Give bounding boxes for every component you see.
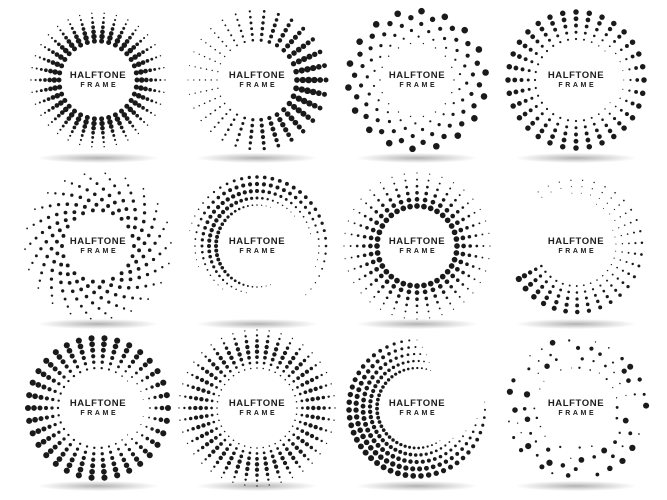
frame-label-frame: FRAME (558, 248, 597, 255)
halftone-frame-classic-rings (13, 0, 183, 165)
frame-shadow (516, 481, 636, 491)
spokes-dot-pattern (332, 161, 502, 331)
frame-label-frame: FRAME (558, 82, 597, 89)
halftone-frame-c-swirl-open-right (332, 323, 502, 493)
halftone-frame-outer-heavy-strong-fade (13, 323, 183, 493)
frame-shadow (357, 481, 477, 491)
rings-dot-pattern (172, 161, 342, 331)
frame-label-frame: FRAME (239, 248, 278, 255)
halftone-frame-sunburst-inner-heavy (332, 161, 502, 331)
frame-label-frame: FRAME (399, 248, 438, 255)
spokes-dot-pattern (332, 0, 502, 165)
frame-shadow (197, 481, 317, 491)
frame-shadow (38, 481, 158, 491)
random-dot-pattern (491, 323, 661, 493)
rings-dot-pattern (13, 0, 183, 165)
rings-dot-pattern (491, 0, 661, 165)
halftone-frame-vortex-rings (172, 161, 342, 331)
frame-label-halftone: HALFTONE (69, 69, 127, 81)
frame-label-halftone: HALFTONE (228, 235, 286, 247)
frame-label-halftone: HALFTONE (547, 397, 605, 409)
frame-label-halftone: HALFTONE (388, 235, 446, 247)
halftone-frame-outer-heavy-inner-fade (491, 0, 661, 165)
halftone-frame-swirl-arc-spokes (13, 161, 183, 331)
frame-label-halftone: HALFTONE (547, 235, 605, 247)
frame-label-halftone: HALFTONE (228, 69, 286, 81)
arc-spokes-dot-pattern (491, 161, 661, 331)
rings-dot-pattern (172, 0, 342, 165)
spokes-dot-pattern (172, 323, 342, 493)
frame-label-frame: FRAME (80, 410, 119, 417)
rings-dot-pattern (13, 323, 183, 493)
spokes-dot-pattern (13, 161, 183, 331)
frame-label-halftone: HALFTONE (388, 69, 446, 81)
halftone-frame-comet-c (491, 161, 661, 331)
halftone-frame-spindle-burst (172, 323, 342, 493)
frame-label-halftone: HALFTONE (69, 235, 127, 247)
frame-label-frame: FRAME (399, 410, 438, 417)
frame-label-halftone: HALFTONE (228, 397, 286, 409)
frame-label-frame: FRAME (239, 82, 278, 89)
frame-label-frame: FRAME (80, 248, 119, 255)
halftone-frame-pinwheel (332, 0, 502, 165)
frame-label-frame: FRAME (80, 82, 119, 89)
frame-label-halftone: HALFTONE (547, 69, 605, 81)
arc-rings-dot-pattern (332, 323, 502, 493)
frame-label-halftone: HALFTONE (388, 397, 446, 409)
halftone-frame-gradient-right-ring (172, 0, 342, 165)
frame-label-frame: FRAME (558, 410, 597, 417)
frame-label-frame: FRAME (239, 410, 278, 417)
halftone-frame-random-dots-ring (491, 323, 661, 493)
frame-label-halftone: HALFTONE (69, 397, 127, 409)
frame-label-frame: FRAME (399, 82, 438, 89)
